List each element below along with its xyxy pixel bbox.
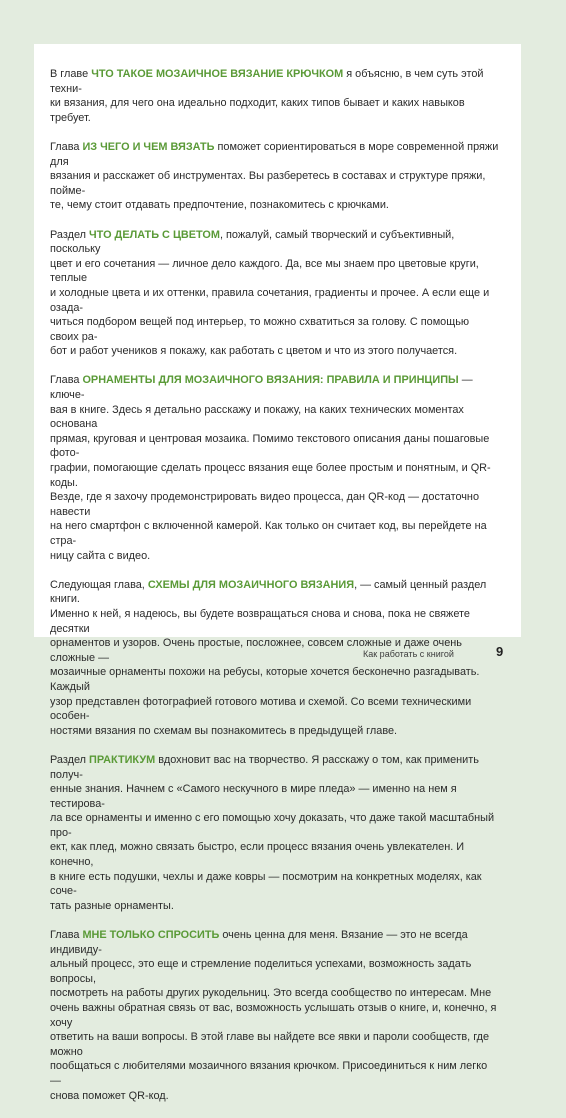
text-line bbox=[50, 811, 500, 840]
text-line bbox=[50, 549, 500, 564]
chapter-keyword: МНЕ ТОЛЬКО СПРОСИТЬ bbox=[82, 929, 220, 942]
body-span: Глава bbox=[50, 374, 83, 387]
body-span: ла все орнаменты и именно с его помощью хочу доказать, что даже такой масштабный про- bbox=[50, 812, 495, 839]
body-span: Везде, где я захочу продемонстрировать видео процесса, дан QR-код — достаточно навести bbox=[50, 491, 480, 518]
text-line bbox=[50, 461, 500, 490]
body-span: ответить на ваши вопросы. В этой главе вы найдете все явки и пароли сообществ, где можно bbox=[50, 1031, 490, 1058]
body-span: читься подбором вещей под интерьер, то можно схватиться за голову. С помощью своих ра- bbox=[50, 316, 470, 343]
text-line bbox=[50, 344, 500, 359]
body-span: Глава bbox=[50, 929, 83, 942]
body-span: в книге есть подушки, чехлы и даже ковры — посмотрим на конкретных моделях, как сочe- bbox=[50, 870, 482, 898]
body-span: узор представлен фотографией готового мотива и схемой. Со всеми техническими особен- bbox=[50, 695, 472, 723]
body-span: поможет сориентироваться в море современной пряжи для bbox=[50, 140, 499, 168]
body-span: снова поможет QR-код. bbox=[50, 1089, 169, 1102]
body-span: альный процесс, это еще и стремление поделиться успехами, возможность задать вопросы, bbox=[50, 958, 472, 985]
text-line bbox=[50, 67, 500, 96]
body-span: те, чему стоит отдавать предпочтение, познакомитесь с крючками. bbox=[50, 199, 389, 212]
body-span: енные знания. Начнем с «Самого нескучного в мире пледа» — именно на нем я тестирова- bbox=[50, 783, 457, 810]
body-span: В главе bbox=[50, 68, 92, 80]
text-line bbox=[50, 665, 500, 694]
chapter-keyword: ЧТО ДЕЛАТЬ С ЦВЕТОМ bbox=[89, 228, 220, 241]
body-span: цвет и его сочетания — личное дело каждого. Да, все мы знаем про цветовые круги, теплые bbox=[50, 257, 479, 285]
chapter-keyword: ОРНАМЕНТЫ ДЛЯ МОЗАИЧНОГО ВЯЗАНИЯ: ПРАВИЛА И ПРИНЦИПЫ bbox=[82, 374, 459, 387]
body-span: , — самый ценный раздел книги. bbox=[50, 578, 487, 606]
text-line bbox=[50, 986, 500, 1001]
paragraph bbox=[50, 67, 500, 125]
body-span: — ключе- bbox=[50, 374, 473, 402]
paragraph bbox=[50, 928, 500, 1103]
body-span: Раздел bbox=[50, 753, 90, 766]
chapter-keyword: СХЕМЫ ДЛЯ МОЗАИЧНОГО ВЯЗАНИЯ bbox=[147, 578, 355, 591]
body-span: вдохновит вас на творчество. Я расскажу о том, как применить получ- bbox=[50, 753, 479, 781]
body-span: графии, помогающие сделать процесс вязания еще более простым и понятным, и QR-коды. bbox=[50, 462, 491, 489]
body-span: пообщаться с любителями мозаичного вязания крючком. Присоединиться к ним легко — bbox=[50, 1060, 488, 1087]
body-span: на него смартфон с включенной камерой. Как только он считает код, вы перейдете на стра- bbox=[50, 520, 487, 547]
text-line bbox=[50, 724, 500, 739]
paragraph bbox=[50, 228, 500, 359]
text-line bbox=[50, 1059, 500, 1088]
body-span: очень важны обратная связь от вас, возможность услышать отзыв о книге, и, конечно, я хочу bbox=[50, 1002, 497, 1029]
text-line bbox=[50, 228, 500, 257]
body-span: Именно к ней, я надеюсь, вы будете возвращаться снова и снова, пока не свяжете десятки bbox=[50, 607, 470, 635]
text-line bbox=[50, 286, 500, 315]
text-line bbox=[50, 96, 500, 125]
text-line bbox=[50, 519, 500, 548]
body-span: очень ценна для меня. Вязание — это не всегда индивиду- bbox=[50, 929, 468, 956]
chapter-keyword: ИЗ ЧЕГО И ЧЕМ ВЯЗАТЬ bbox=[82, 140, 215, 153]
text-line bbox=[50, 899, 500, 914]
chapter-keyword: ПРАКТИКУМ bbox=[89, 753, 156, 766]
text-line bbox=[50, 1030, 500, 1059]
body-span: прямая, круговая и центровая мозаика. Помимо текстового описания даны пошаговые фото- bbox=[50, 432, 490, 460]
body-span: тать разные орнаменты. bbox=[50, 899, 174, 912]
text-line bbox=[50, 373, 500, 402]
text-line bbox=[50, 957, 500, 986]
paragraph bbox=[50, 140, 500, 213]
text-line bbox=[50, 928, 500, 957]
body-span: вязания и расскажет об инструментах. Вы разберетесь в составах и структуре пряжи, поймe- bbox=[50, 170, 486, 197]
body-span: , пожалуй, самый творческий и субъективный, поскольку bbox=[50, 228, 455, 256]
body-span: я объясню, в чем суть этой техни- bbox=[50, 68, 484, 95]
text-line bbox=[50, 1001, 500, 1030]
text-line bbox=[50, 140, 500, 169]
body-span: ностями вязания по схемам вы познакомитесь в предыдущей главе. bbox=[50, 724, 398, 737]
text-line bbox=[50, 198, 500, 213]
body-span: посмотреть на работы других рукодельниц. Это всегда сообщество по интересам. Мне bbox=[50, 987, 492, 1000]
chapter-keyword: ЧТО ТАКОЕ МОЗАИЧНОЕ ВЯЗАНИЕ КРЮЧКОМ bbox=[91, 68, 344, 80]
text-line bbox=[50, 840, 500, 869]
body-span: и холодные цвета и их оттенки, правила сочетания, градиенты и прочее. А если еще и озада- bbox=[50, 286, 490, 314]
paragraph bbox=[50, 753, 500, 914]
body-span: ницу сайта с видео. bbox=[50, 549, 151, 562]
body-span: вая в книге. Здесь я детально расскажу и покажу, на каких технических моментах основана bbox=[50, 403, 464, 431]
body-span: ект, как плед, можно связать быстро, если процесс вязания очень увлекателен. И конечно, bbox=[50, 841, 465, 869]
text-line bbox=[50, 695, 500, 724]
text-line bbox=[50, 257, 500, 286]
running-title: Как работать с книгой bbox=[363, 649, 454, 659]
page-number: 9 bbox=[496, 644, 504, 659]
text-line bbox=[50, 432, 500, 461]
text-line bbox=[50, 315, 500, 344]
text-line bbox=[50, 490, 500, 519]
paragraph bbox=[50, 373, 500, 563]
body-span: Следующая глава, bbox=[50, 578, 148, 591]
text-line bbox=[50, 169, 500, 198]
text-line bbox=[50, 782, 500, 811]
text-line bbox=[50, 870, 500, 899]
text-line bbox=[50, 578, 500, 607]
body-span: мозаичные орнаменты похожи на ребусы, которые хочется бесконечно разгадывать. Каждый bbox=[50, 666, 480, 693]
text-line bbox=[50, 607, 500, 636]
body-span: орнаментов и узоров. Очень простые, посложнее, совсем сложные и даже очень сложные — bbox=[50, 637, 462, 664]
body-span: Раздел bbox=[50, 228, 90, 241]
text-line bbox=[50, 1089, 500, 1104]
body-span: Глава bbox=[50, 140, 83, 153]
text-line bbox=[50, 403, 500, 432]
text-line bbox=[50, 753, 500, 782]
body-span: бот и работ учеников я покажу, как работать с цветом и что из этого получается. bbox=[50, 345, 458, 358]
body-text bbox=[50, 67, 500, 1118]
body-span: ки вязания, для чего она идеально подходит, каких типов бывает и каких навыков требует. bbox=[50, 97, 465, 124]
